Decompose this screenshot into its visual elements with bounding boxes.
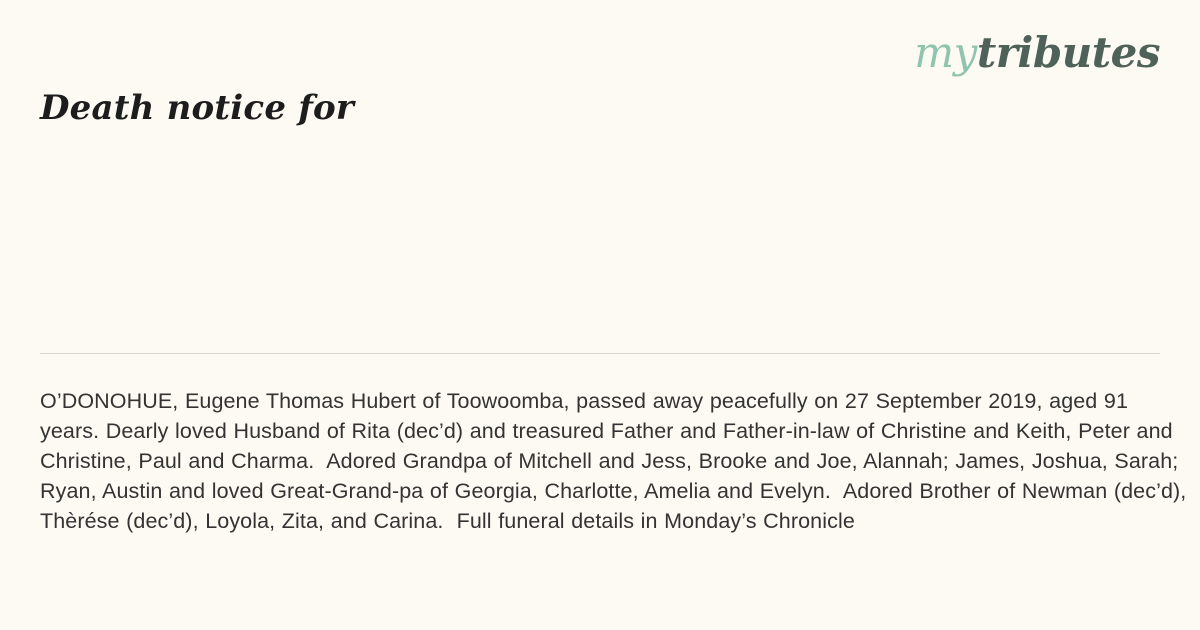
horizontal-divider [40, 353, 1160, 354]
logo-text-my: my [914, 28, 977, 77]
page-title: Death notice for [40, 88, 355, 128]
mytributes-logo[interactable] [914, 28, 1160, 77]
logo-text-tributes: tributes [976, 28, 1160, 77]
death-notice-text: O’DONOHUE, Eugene Thomas Hubert of Toowoomba, passed away peacefully on 27 September 2019, aged 91 years. Dearly loved Husband of Rita (dec’d) and treasured Father and Father-in-law of Christine and Keith, Peter and Christine, Paul and Charma. Adored Grandpa of Mitchell and Jess, Brooke and Joe, Alannah; James, Joshua, Sarah; Ryan, Austin and loved Great-Grand-pa of Georgia, Charlotte, Amelia and Evelyn. Adored Brother of Newman (dec’d), Thèrése (dec’d), Loyola, Zita, and Carina. Full funeral details in Monday’s Chronicle [40, 389, 1193, 533]
